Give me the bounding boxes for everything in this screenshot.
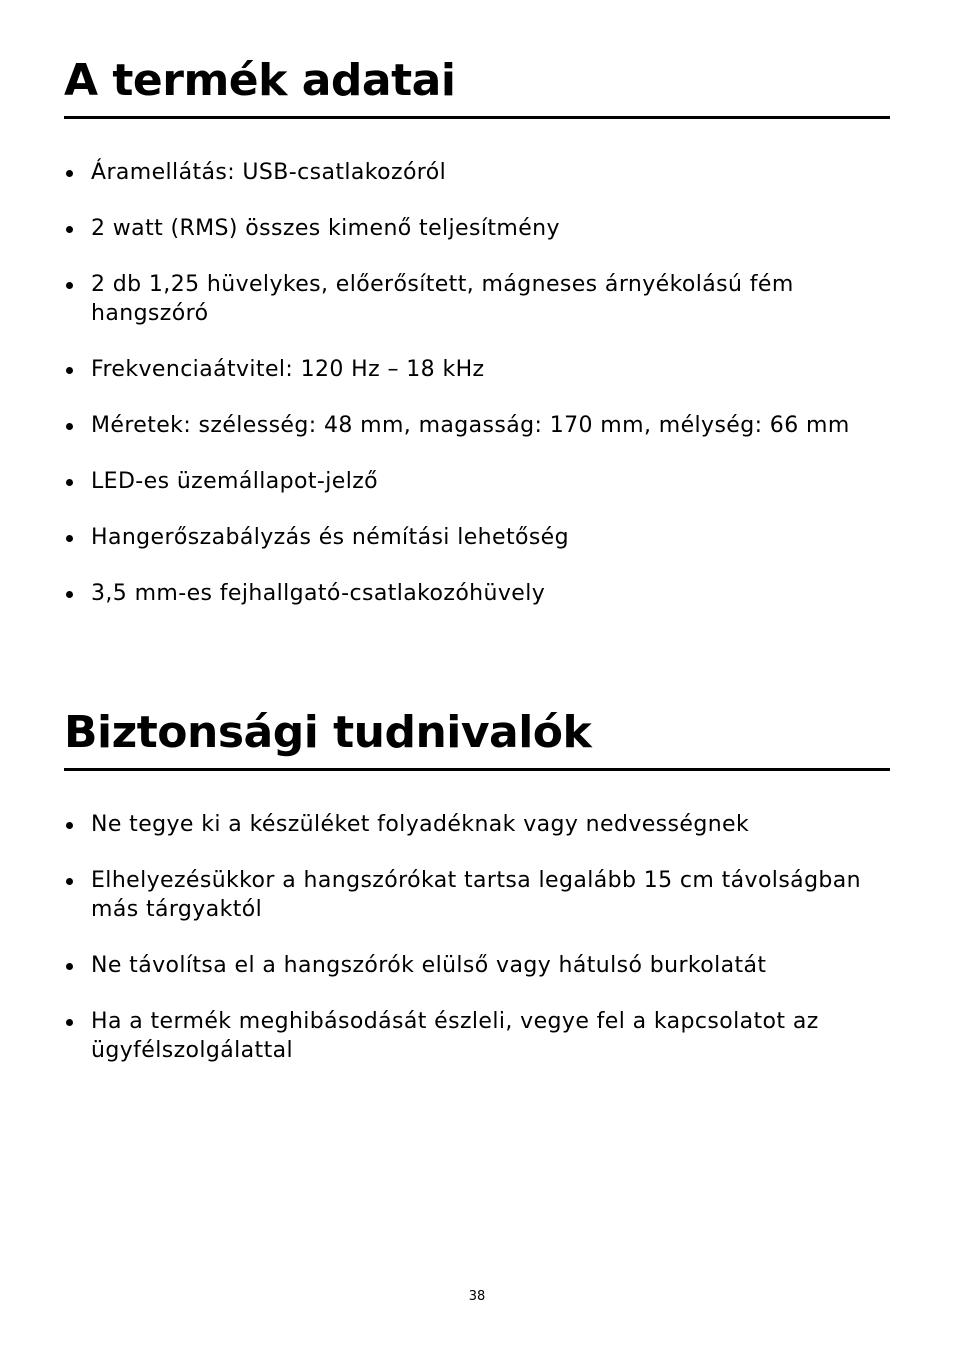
list-item [64,411,890,440]
list-item-text: Hangerőszabályzás és némítási lehetőség [91,525,569,550]
bullet-icon [66,591,73,598]
list-item-text: Ha a termék meghibásodását észleli, vegye fel a kapcsolatot az ügyfélszolgálattal [91,1009,819,1063]
list-item-text: Elhelyezésükkor a hangszórókat tartsa legalább 15 cm távolságban más tárgyaktól [91,868,862,922]
list-item [64,866,890,924]
list-item [64,355,890,384]
list-item [64,523,890,552]
list-item [64,467,890,496]
bullet-icon [66,822,73,829]
list-item [64,270,890,328]
section-heading: Biztonsági tudnivalók [64,707,592,758]
list-item [64,158,890,187]
bullet-icon [66,282,73,289]
bullet-icon [66,226,73,233]
bullet-icon [66,367,73,374]
bullet-icon [66,535,73,542]
page-number: 38 [468,1289,486,1304]
bullet-icon [66,1019,73,1026]
list-item-text: Ne távolítsa el a hangszórók elülső vagy hátulsó burkolatát [91,953,767,978]
list-item [64,1007,890,1065]
list-item-text: Ne tegye ki a készüléket folyadéknak vagy nedvességnek [91,812,750,837]
safety-list [64,810,890,1065]
bullet-icon [66,878,73,885]
list-item [64,214,890,243]
list-item [64,951,890,980]
bullet-icon [66,963,73,970]
bullet-icon [66,170,73,177]
bullet-icon [66,479,73,486]
list-item [64,810,890,839]
bullet-icon [66,423,73,430]
list-item-text: Áramellátás: USB-csatlakozóról [91,160,447,185]
heading-divider [64,768,890,771]
list-item-text: 2 watt (RMS) összes kimenő teljesítmény [91,216,560,241]
product-specs-section [64,52,890,635]
list-item [64,579,890,608]
specs-list [64,158,890,608]
heading-divider [64,116,890,119]
list-item-text: Frekvenciaátvitel: 120 Hz – 18 kHz [91,357,485,382]
safety-section [64,704,890,1092]
list-item-text: 2 db 1,25 hüvelykes, előerősített, mágneses árnyékolású fém hangszóró [91,272,794,326]
list-item-text: Méretek: szélesség: 48 mm, magasság: 170 mm, mélység: 66 mm [91,413,850,438]
section-heading: A termék adatai [64,55,456,106]
list-item-text: 3,5 mm-es fejhallgató-csatlakozóhüvely [91,581,546,606]
list-item-text: LED-es üzemállapot-jelző [91,469,379,494]
